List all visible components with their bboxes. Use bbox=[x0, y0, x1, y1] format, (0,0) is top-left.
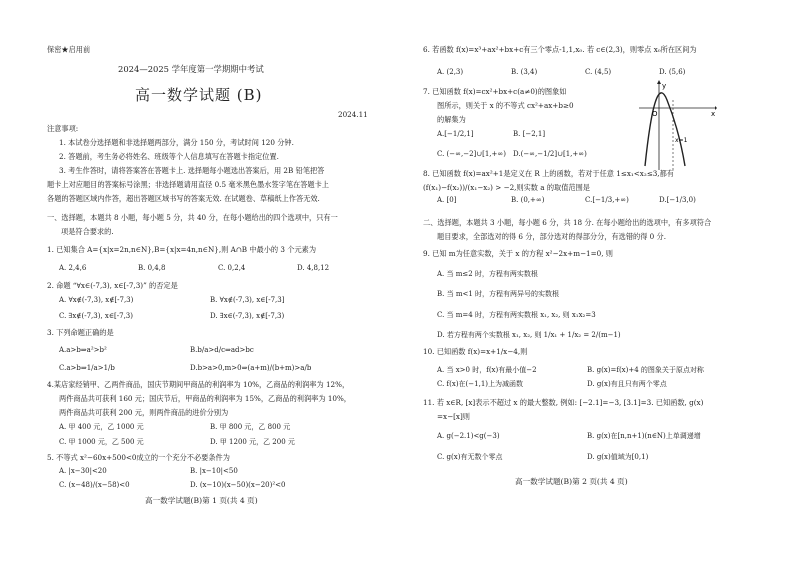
paper-title: 高一数学试题 (B) bbox=[135, 86, 263, 104]
q2-option-b: B. ∀x∉(-7,3), x∈[-7,3] bbox=[210, 296, 285, 304]
q11-option-a: A. g(−2.1)<g(−3) bbox=[437, 432, 500, 440]
q5-option-a: A. |x−30|<20 bbox=[59, 467, 107, 475]
q2-option-d: D. ∃x∈(-7,3), x∉[-7,3) bbox=[210, 312, 285, 320]
note-3-line-1: 3. 考生作答时，请将答案答在答题卡上. 选择题每小题选出答案后，用 2B 铅笔把答 bbox=[59, 166, 325, 175]
x-axis-label: x bbox=[711, 110, 716, 118]
parabola-curve bbox=[645, 93, 685, 166]
q11-option-d: D. g(x)值域为[0,1) bbox=[587, 453, 649, 461]
q7-option-b: B. [−2,1] bbox=[513, 130, 546, 138]
q4-option-d: D. 甲 1200 元，乙 200 元 bbox=[210, 438, 295, 446]
q8-option-a: A. [0] bbox=[437, 196, 457, 204]
q7-option-a: A.[−1/2,1] bbox=[437, 130, 474, 138]
note-1: 1. 本试卷分选择题和非选择题两部分，满分 150 分，考试时间 120 分钟. bbox=[59, 138, 294, 147]
q11-option-c: C. g(x)有无数个零点 bbox=[437, 453, 503, 461]
note-3-line-2: 题卡上对应题目的答案标号涂黑；非选择题请用直径 0.5 毫米黑色墨水签字笔在答题卡上 bbox=[47, 180, 329, 189]
q6-option-a: A. (2,3) bbox=[437, 68, 464, 76]
q3-option-d: D.b>a>0,m>0⇒(a+m)/(b+m)>a/b bbox=[190, 364, 312, 372]
q5-option-d: D. (x−10)(x−50)(x−20)²<0 bbox=[190, 481, 286, 489]
question-4-line-2: 两件商品共可获利 160 元；国庆节后，甲商品的利润率为 15%，乙商品的利润率为 10%， bbox=[59, 394, 351, 403]
question-4-line-3: 两件商品共可获利 200 元，则两件商品的进价分别为 bbox=[59, 408, 229, 417]
question-3: 3. 下列命题正确的是 bbox=[47, 328, 114, 337]
section-2-heading: 二、选择题，本题共 3 小题，每小题 6 分，共 18 分. 在每小题给出的选项中，有多项符合 bbox=[423, 218, 712, 227]
q8-option-d: D.[−1/3,0) bbox=[659, 196, 696, 204]
q6-option-d: D. (5,6) bbox=[659, 68, 686, 76]
section-1-heading-cont: 项是符合要求的. bbox=[61, 227, 114, 236]
question-11-line-2: =x−[x]则 bbox=[437, 412, 470, 421]
q5-option-c: C. (x−48)/(x−58)<0 bbox=[59, 481, 130, 489]
page-2-footer: 高一数学试题(B)第 2 页(共 4 页) bbox=[515, 477, 628, 486]
q6-option-c: C. (4,5) bbox=[585, 68, 612, 76]
q4-option-b: B. 甲 800 元，乙 800 元 bbox=[210, 423, 291, 431]
q1-option-a: A. 2,4,6 bbox=[59, 264, 87, 272]
question-5: 5. 不等式 x²−60x+500<0成立的一个充分不必要条件为 bbox=[47, 453, 230, 462]
question-1: 1. 已知集合 A={x|x=2n,n∈N},B={x|x=4n,n∈N},则 A∩B 中最小的 3 个元素为 bbox=[47, 245, 317, 254]
note-3-line-3: 各题的答题区域内作答，超出答题区域书写的答案无效. 在试题卷、草稿纸上作答无效. bbox=[47, 194, 320, 203]
q5-option-b: B. |x−10|<50 bbox=[190, 467, 238, 475]
q10-option-c: C. f(x)在(−1,1)上为减函数 bbox=[437, 380, 524, 388]
q3-option-c: C.a>b⇒1/a>1/b bbox=[59, 364, 115, 372]
question-6: 6. 若函数 f(x)=x³+ax²+bx+c有三个零点-1,1,x₀. 若 c∈(2,3)，则零点 x₀所在区间为 bbox=[423, 45, 697, 54]
y-axis-label: y bbox=[662, 82, 667, 90]
exam-date: 2024.11 bbox=[338, 110, 368, 119]
question-8-line-2: (f(x₁)−f(x₂))/(x₁−x₂) > −2,则实数 a 的取值范围是 bbox=[423, 183, 590, 192]
question-10: 10. 已知函数 f(x)=x+1/x−4,则 bbox=[423, 347, 528, 356]
q9-option-a: A. 当 m≤2 时，方程有两实数根 bbox=[437, 270, 538, 278]
q3-option-a: A.a>b⇒a²>b² bbox=[59, 346, 107, 354]
symmetry-label: x=1 bbox=[675, 137, 688, 144]
q7-option-d: D.(−∞,−1/2]∪[1,+∞) bbox=[513, 150, 587, 158]
q10-option-d: D. g(x)有且只有两个零点 bbox=[587, 380, 667, 388]
q6-option-b: B. (3,4) bbox=[511, 68, 538, 76]
section-1-heading: 一、选择题，本题共 8 小题，每小题 5 分，共 40 分，在每小题给出的四个选项中，只有一 bbox=[47, 213, 338, 222]
q1-option-d: D. 4,8,12 bbox=[297, 264, 330, 272]
q2-option-c: C. ∃x∉(-7,3), x∈[-7,3) bbox=[59, 312, 133, 320]
q8-option-c: C.[−1/3,+∞) bbox=[585, 196, 629, 204]
question-7-line-3: 的解集为 bbox=[437, 115, 466, 124]
q2-option-a: A. ∀x∉(-7,3), x∉[-7,3) bbox=[59, 296, 134, 304]
q8-option-b: B. (0,+∞) bbox=[511, 196, 545, 204]
note-2: 2. 答题前，考生务必将姓名、班级等个人信息填写在答题卡指定位置. bbox=[59, 152, 279, 161]
x-axis-arrow bbox=[715, 106, 717, 110]
q9-option-c: C. 当 m=4 时，方程有两实数根 x₁, x₂, 则 x₁x₂=3 bbox=[437, 311, 596, 319]
q7-option-c: C. (−∞,−2]∪[1,+∞) bbox=[437, 150, 506, 158]
q4-option-c: C. 甲 1000 元，乙 500 元 bbox=[59, 438, 144, 446]
q10-option-a: A. 当 x>0 时，f(x)有最小值−2 bbox=[437, 366, 537, 374]
confidential-label: 保密★启用前 bbox=[47, 45, 91, 54]
q9-option-d: D. 若方程有两个实数根 x₁, x₂, 则 1/x₁ + 1/x₂ = 2/(m−1) bbox=[437, 331, 621, 339]
q3-option-b: B.b/a>d/c⇒ad>bc bbox=[190, 346, 254, 354]
q9-option-b: B. 当 m<1 时，方程有两异号的实数根 bbox=[437, 290, 560, 298]
page-1-footer: 高一数学试题(B)第 1 页(共 4 页) bbox=[145, 496, 258, 505]
exam-title: 2024—2025 学年度第一学期期中考试 bbox=[118, 64, 264, 74]
q10-option-b: B. g(x)=f(x)+4 的图象关于原点对称 bbox=[587, 366, 704, 374]
question-7-line-1: 7. 已知函数 f(x)=cx²+bx+c(a≠0)的图象如 bbox=[423, 87, 567, 96]
question-7-line-2: 图所示，则关于 x 的不等式 cx²+ax+b≥0 bbox=[437, 101, 574, 110]
question-4-line-1: 4.某店家经销甲、乙两件商品，国庆节期间甲商品的利润率为 10%，乙商品的利润率为 12%， bbox=[47, 380, 350, 389]
notes-title: 注意事项: bbox=[47, 124, 79, 133]
section-2-heading-cont: 题目要求，全部选对的得 6 分，部分选对的得部分分，有选错的得 0 分. bbox=[437, 232, 667, 241]
origin-label: O bbox=[652, 110, 658, 118]
q1-option-c: C. 0,2,4 bbox=[218, 264, 246, 272]
question-2: 2. 命题 “∀x∈(-7,3), x∈[-7,3)” 的否定是 bbox=[47, 281, 178, 290]
question-11-line-1: 11. 若 x∈R, [x]表示不超过 x 的最大整数, 例如: [−2.1]=−3, [3.1]=3. 已知函数, g(x) bbox=[423, 398, 704, 407]
page-2 bbox=[397, 0, 794, 561]
question-9: 9. 已知 m为任意实数，关于 x 的方程 x²−2x+m−1=0, 则 bbox=[423, 249, 613, 258]
q11-option-b: B. g(x)在[n,n+1)(n∈N)上单调递增 bbox=[587, 432, 701, 440]
q4-option-a: A. 甲 400 元，乙 1000 元 bbox=[59, 423, 144, 431]
q1-option-b: B. 0,4,8 bbox=[138, 264, 166, 272]
question-8-line-1: 8. 已知函数 f(x)=ax²+1是定义在 R 上的函数，若对于任意 1≤x₁<x₂≤3,都有 bbox=[423, 169, 674, 178]
y-axis-arrow bbox=[657, 80, 661, 84]
parabola-graph bbox=[637, 80, 717, 172]
